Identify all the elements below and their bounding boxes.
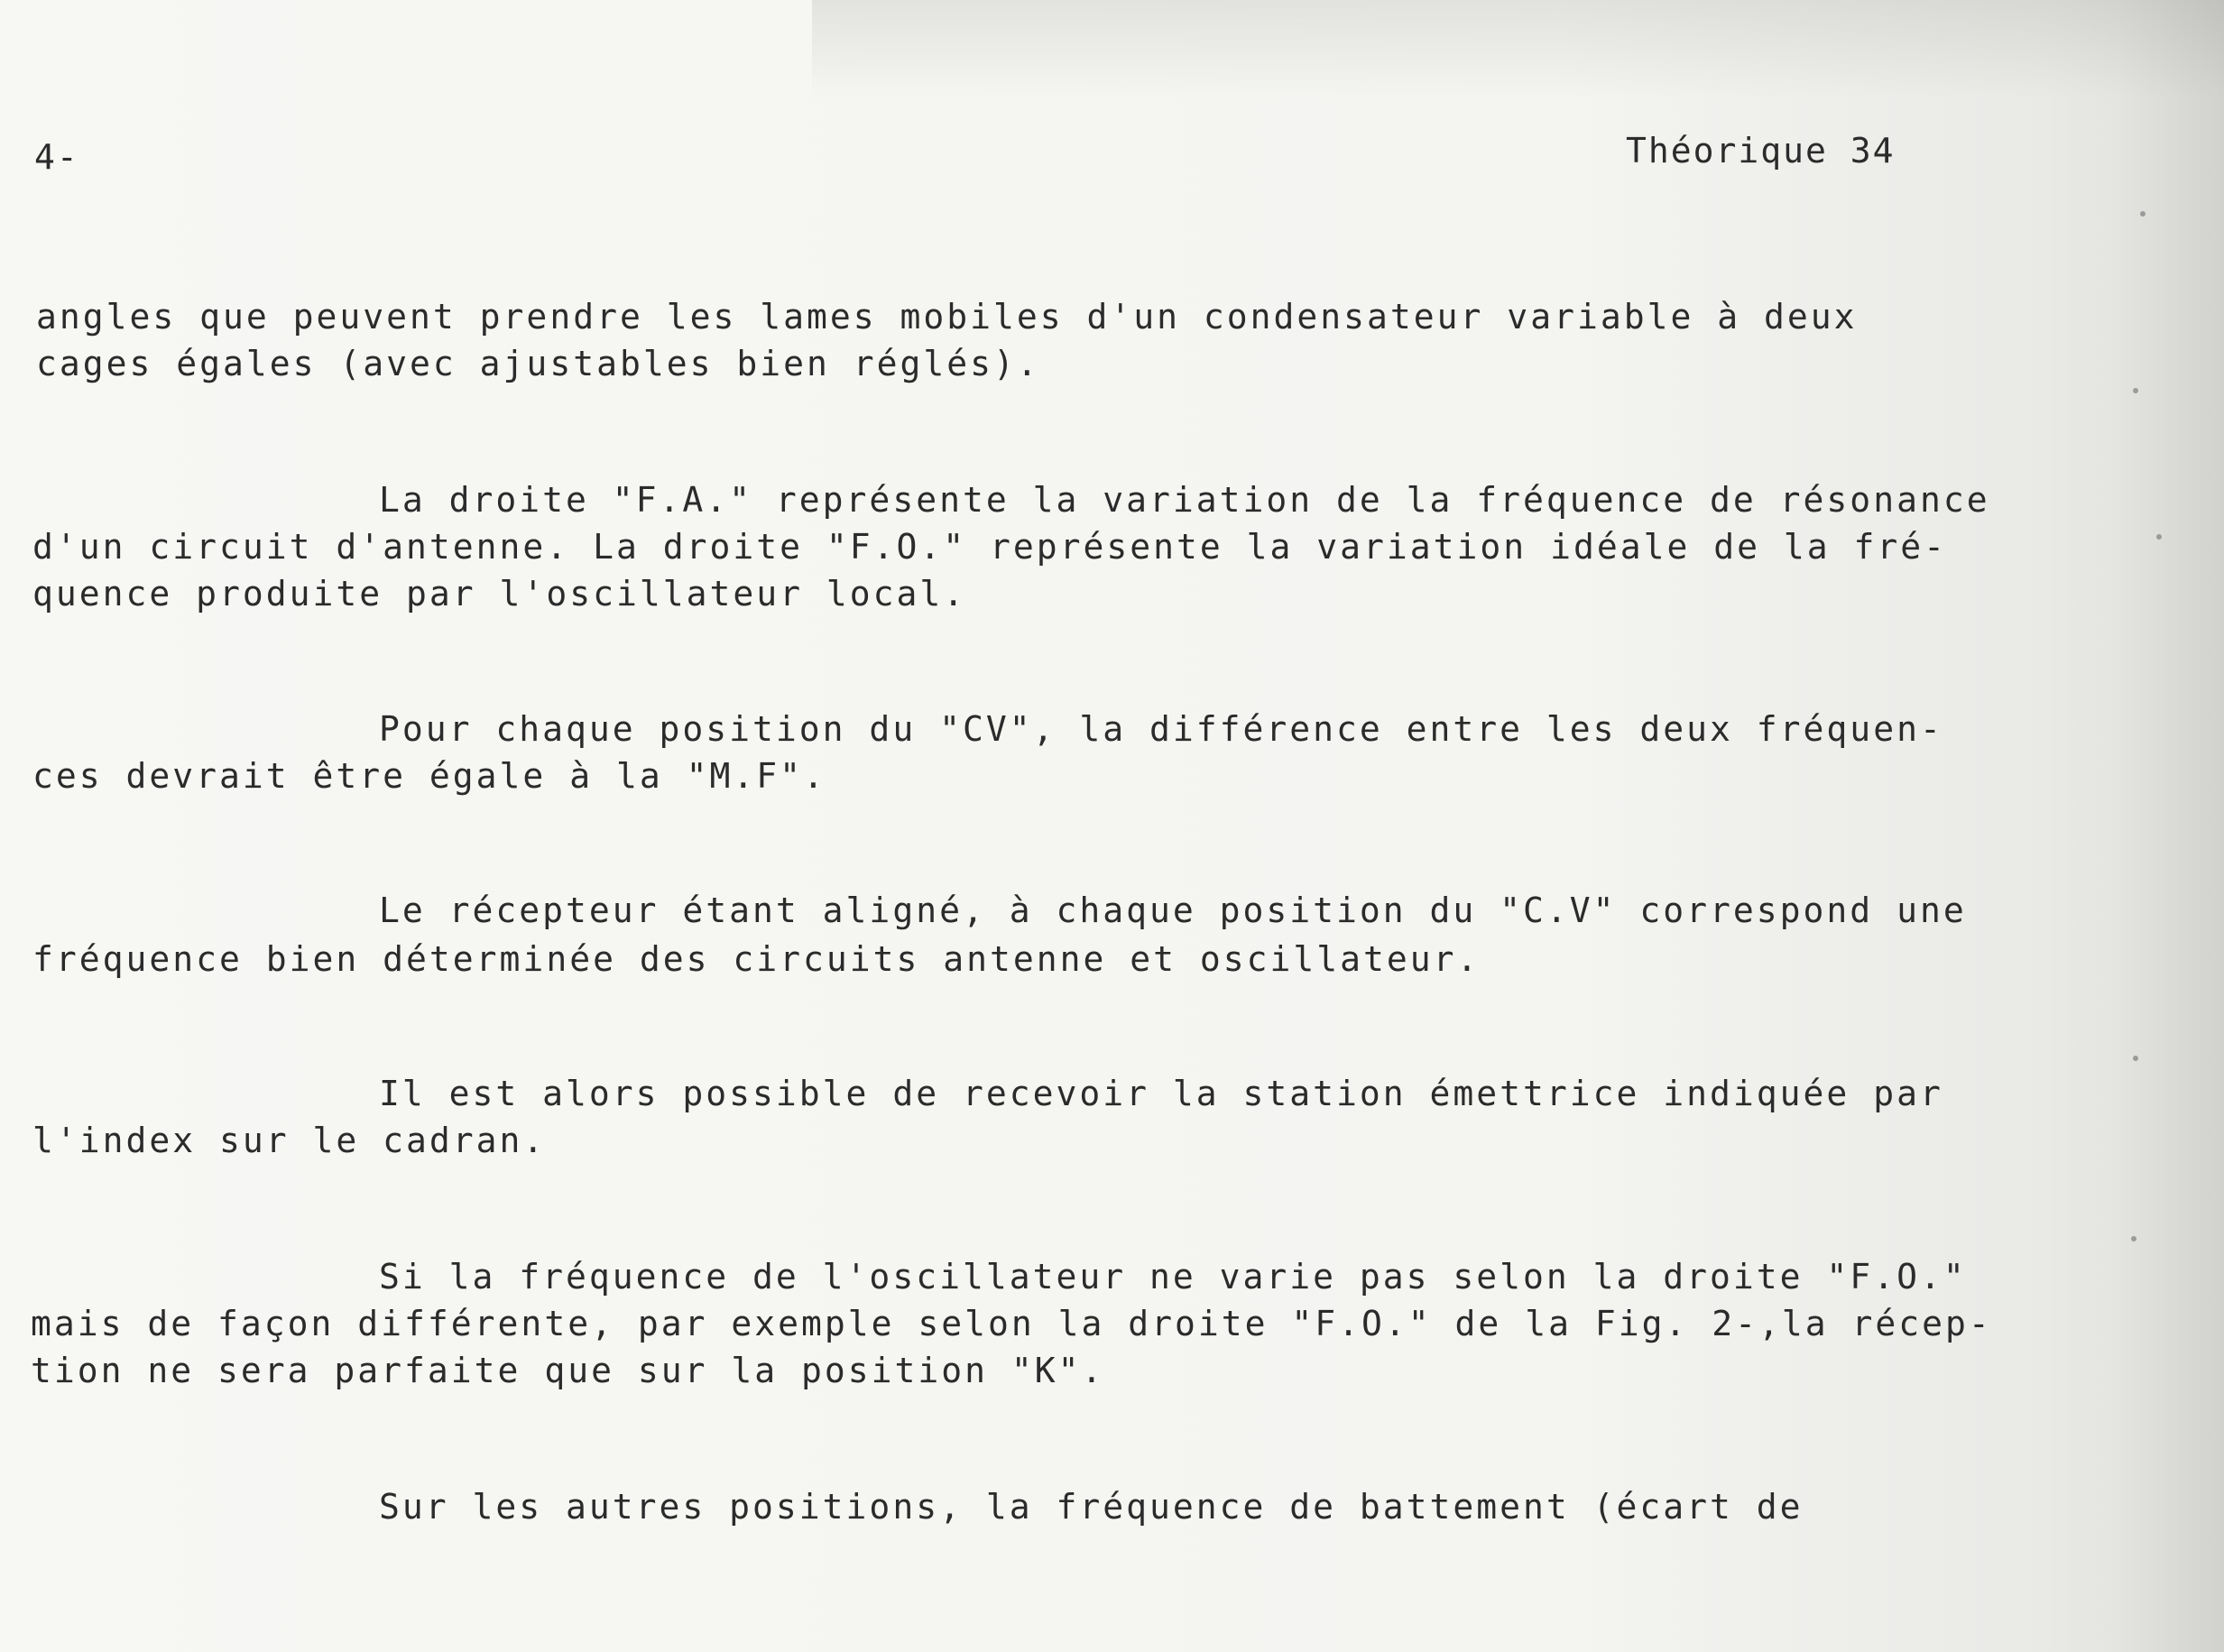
scan-speck (2133, 1056, 2138, 1061)
paragraph-2-line-1: La droite "F.A." représente la variation de la fréquence de résonance (379, 480, 1990, 520)
paragraph-1-line-2: cages égales (avec ajustables bien réglés). (36, 344, 1040, 383)
paragraph-2-line-2: d'un circuit d'antenne. La droite "F.O." représente la variation idéale de la fré- (32, 527, 1947, 567)
scan-shadow-right (2116, 0, 2224, 1652)
scan-speck (2133, 388, 2138, 393)
paragraph-6-line-1: Si la fréquence de l'oscillateur ne varie pas selon la droite "F.O." (379, 1257, 1967, 1297)
paragraph-7-line-1: Sur les autres positions, la fréquence de battement (écart de (379, 1487, 1804, 1527)
paragraph-5-line-2: l'index sur le cadran. (32, 1121, 547, 1160)
paragraph-6-line-3: tion ne sera parfaite que sur la position "K". (31, 1351, 1105, 1390)
paragraph-5-line-1: Il est alors possible de recevoir la station émettrice indiquée par (379, 1074, 1943, 1113)
paragraph-1-line-1: angles que peuvent prendre les lames mobiles d'un condensateur variable à deux (36, 297, 1858, 337)
paragraph-4-line-1: Le récepteur étant aligné, à chaque position du "C.V" correspond une (379, 891, 1967, 930)
paragraph-3-line-1: Pour chaque position du "CV", la différence entre les deux fréquen- (379, 709, 1943, 749)
scan-shadow-top (812, 0, 2224, 99)
paragraph-2-line-3: quence produite par l'oscillateur local. (32, 574, 967, 614)
paragraph-3-line-2: ces devrait être égale à la "M.F". (32, 756, 826, 796)
paragraph-6-line-2: mais de façon différente, par exemple selon la droite "F.O." de la Fig. 2-,la récep- (31, 1304, 1992, 1343)
scan-speck (2131, 1236, 2136, 1241)
paragraph-4-line-2: fréquence bien déterminée des circuits antenne et oscillateur. (32, 939, 1481, 979)
section-title: Théorique 34 (1626, 131, 1896, 171)
page-number: 4- (34, 137, 79, 177)
scan-speck (2156, 534, 2162, 540)
scan-speck (2140, 211, 2146, 217)
